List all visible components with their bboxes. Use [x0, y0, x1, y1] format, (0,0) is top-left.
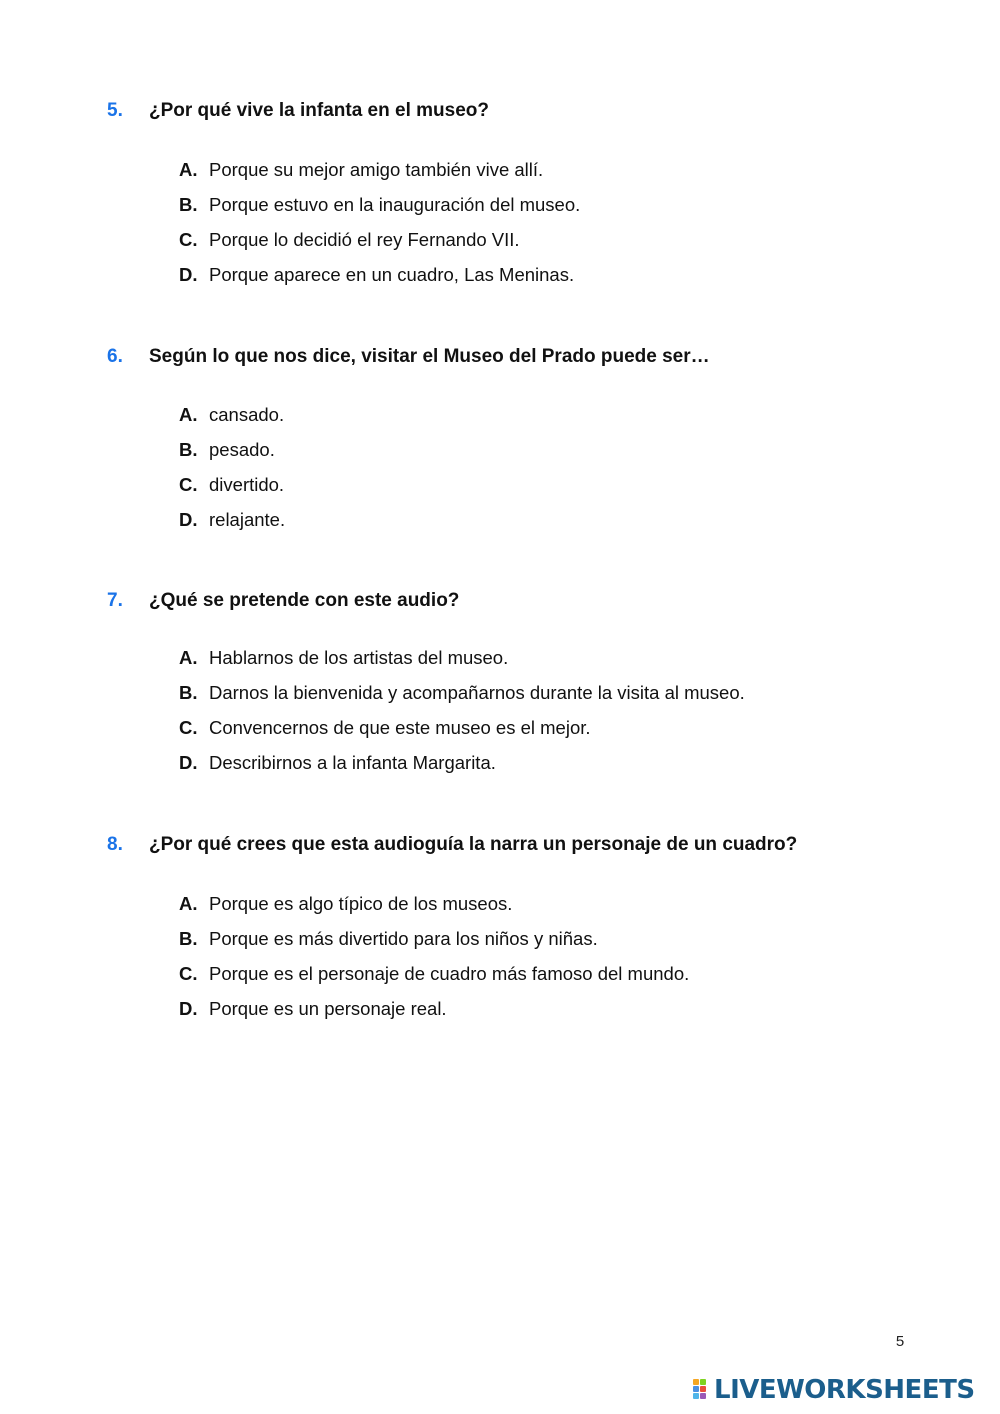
option-letter: A.	[179, 404, 198, 425]
answer-option-c[interactable]	[0, 228, 1000, 252]
option-text: Convencernos de que este museo es el mejor.	[209, 717, 591, 738]
question-text: ¿Qué se pretende con este audio?	[149, 590, 460, 611]
question-text: ¿Por qué vive la infanta en el museo?	[149, 100, 489, 121]
option-text: cansado.	[209, 404, 285, 425]
footer-brand[interactable]	[692, 1374, 992, 1406]
brand-name: LIVEWORKSHEETS	[714, 1375, 975, 1405]
option-text: Hablarnos de los artistas del museo.	[209, 647, 509, 668]
question-header	[0, 589, 1000, 613]
question-number: 8.	[107, 834, 123, 855]
answer-option-b[interactable]	[0, 681, 1000, 705]
answer-option-a[interactable]	[0, 646, 1000, 670]
option-letter: D.	[179, 264, 198, 285]
option-letter: C.	[179, 229, 198, 250]
option-letter: B.	[179, 682, 198, 703]
liveworksheets-logo-icon	[692, 1378, 716, 1402]
option-text: Porque es más divertido para los niños y niñas.	[209, 928, 598, 949]
answer-option-a[interactable]	[0, 403, 1000, 427]
answer-option-d[interactable]	[0, 263, 1000, 287]
option-letter: D.	[179, 752, 198, 773]
question-text: ¿Por qué crees que esta audioguía la narra un personaje de un cuadro?	[149, 834, 798, 855]
answer-option-a[interactable]	[0, 158, 1000, 182]
option-text: Porque es algo típico de los museos.	[209, 893, 513, 914]
option-letter: A.	[179, 159, 198, 180]
question-number: 5.	[107, 100, 123, 121]
question-header	[0, 99, 1000, 123]
answer-option-c[interactable]	[0, 962, 1000, 986]
answer-option-a[interactable]	[0, 892, 1000, 916]
option-text: Porque estuvo en la inauguración del museo.	[209, 194, 581, 215]
option-text: Describirnos a la infanta Margarita.	[209, 752, 496, 773]
question-text: Según lo que nos dice, visitar el Museo del Prado puede ser…	[149, 346, 710, 367]
option-text: Porque aparece en un cuadro, Las Meninas.	[209, 264, 575, 285]
option-letter: A.	[179, 647, 198, 668]
option-text: Porque lo decidió el rey Fernando VII.	[209, 229, 520, 250]
option-letter: B.	[179, 928, 198, 949]
option-letter: B.	[179, 194, 198, 215]
option-letter: A.	[179, 893, 198, 914]
question-number: 6.	[107, 346, 123, 367]
option-text: Darnos la bienvenida y acompañarnos durante la visita al museo.	[209, 682, 745, 703]
option-text: Porque su mejor amigo también vive allí.	[209, 159, 544, 180]
answer-option-d[interactable]	[0, 508, 1000, 532]
option-text: Porque es un personaje real.	[209, 998, 447, 1019]
option-text: relajante.	[209, 509, 286, 530]
option-text: Porque es el personaje de cuadro más famoso del mundo.	[209, 963, 690, 984]
option-letter: C.	[179, 474, 198, 495]
option-letter: D.	[179, 509, 198, 530]
answer-option-b[interactable]	[0, 193, 1000, 217]
option-letter: D.	[179, 998, 198, 1019]
question-number: 7.	[107, 590, 123, 611]
page-number: 5	[895, 1333, 905, 1350]
answer-option-c[interactable]	[0, 716, 1000, 740]
answer-option-d[interactable]	[0, 751, 1000, 775]
option-letter: B.	[179, 439, 198, 460]
option-text: divertido.	[209, 474, 285, 495]
option-text: pesado.	[209, 439, 275, 460]
option-letter: C.	[179, 963, 198, 984]
answer-option-d[interactable]	[0, 997, 1000, 1021]
question-header	[0, 833, 1000, 857]
answer-option-b[interactable]	[0, 438, 1000, 462]
option-letter: C.	[179, 717, 198, 738]
answer-option-c[interactable]	[0, 473, 1000, 497]
question-header	[0, 345, 1000, 369]
answer-option-b[interactable]	[0, 927, 1000, 951]
